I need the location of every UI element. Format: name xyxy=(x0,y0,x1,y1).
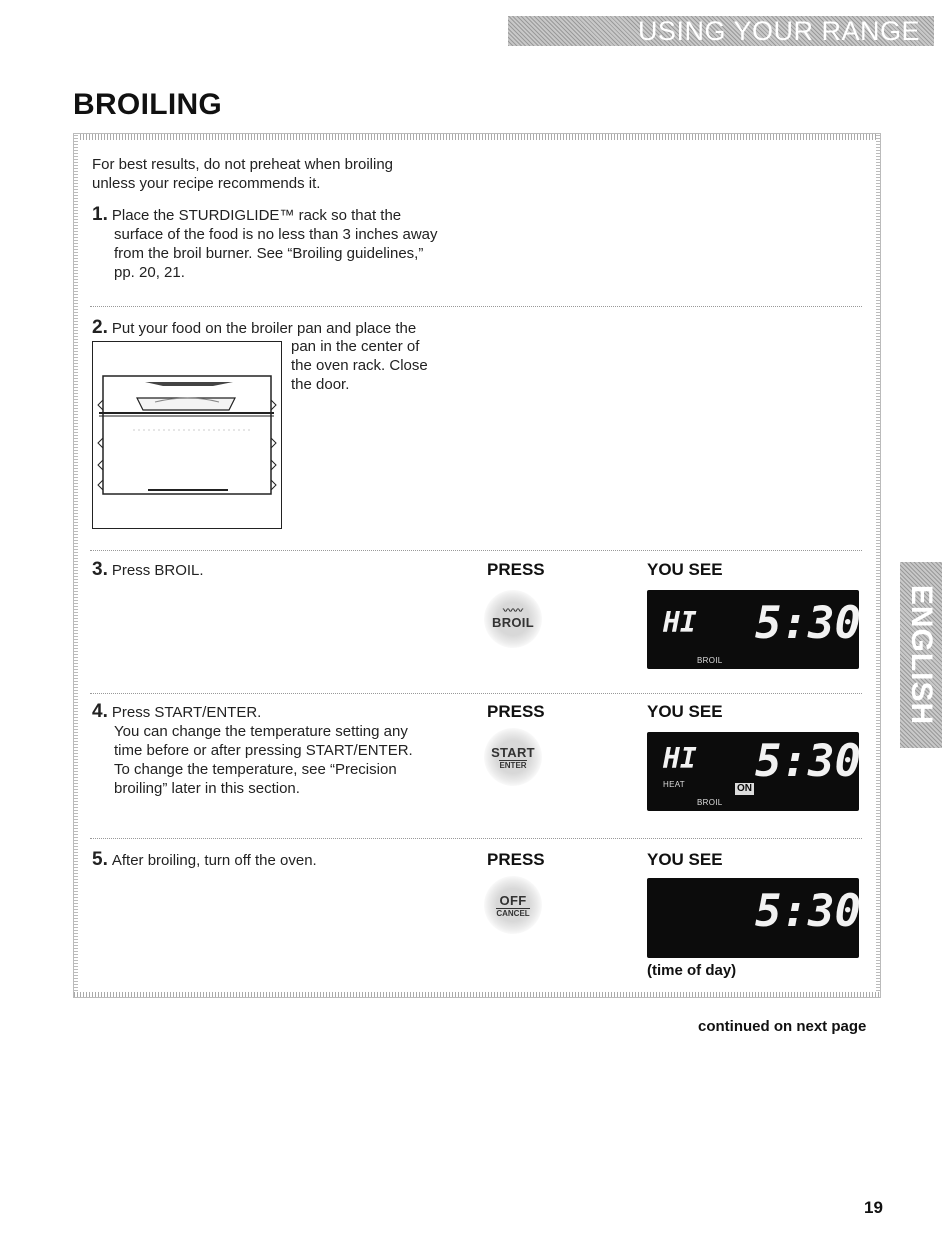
step-number: 1. xyxy=(92,204,108,225)
on-indicator: ON xyxy=(737,783,752,794)
divider xyxy=(90,550,862,552)
display-step-3 xyxy=(647,590,859,669)
off-cancel-key[interactable]: OFF CANCEL xyxy=(484,876,542,934)
oven-illustration xyxy=(92,341,282,529)
start-enter-key[interactable]: START ENTER xyxy=(484,728,542,786)
press-heading: PRESS xyxy=(487,560,545,579)
display-time: 5:30 xyxy=(755,736,861,787)
side-language-text: ENGLISH xyxy=(905,584,939,726)
press-heading: PRESS xyxy=(487,850,545,869)
time-of-day-caption: (time of day) xyxy=(647,962,737,979)
display-time: 5:30 xyxy=(755,886,861,937)
divider xyxy=(90,693,862,695)
page-number: 19 xyxy=(864,1198,883,1217)
intro-text: For best results, do not preheat when broiling unless your recipe recommends it. xyxy=(92,156,394,192)
broil-indicator: BROIL xyxy=(697,656,723,665)
step-2-continuation: pan in the center of the oven rack. Close the door. xyxy=(291,338,428,393)
you-see-heading: YOU SEE xyxy=(647,702,723,721)
you-see-heading: YOU SEE xyxy=(647,850,723,869)
step-number: 3. xyxy=(92,559,108,580)
page-title: BROILING xyxy=(73,88,223,121)
step-number: 4. xyxy=(92,701,108,722)
step-number: 2. xyxy=(92,317,108,338)
side-language-tab xyxy=(900,562,942,748)
section-banner-text: USING YOUR RANGE xyxy=(637,15,920,46)
step-number: 5. xyxy=(92,849,108,870)
step-2: 2. Put your food on the broiler pan and place the xyxy=(92,317,417,338)
divider xyxy=(90,838,862,840)
press-heading: PRESS xyxy=(487,702,545,721)
display-time: 5:30 xyxy=(755,598,861,649)
display-step-4 xyxy=(647,732,859,811)
step-1: 1. Place the STURDIGLIDE™ rack so that the surface of the food is no less than 3 inches away from the broil burner. See “Broiling guidelines,” pp. 20, 21. xyxy=(92,204,438,281)
broil-key[interactable]: 〰〰 BROIL xyxy=(484,590,542,648)
display-hi: HI xyxy=(663,742,697,775)
divider xyxy=(90,306,862,308)
broil-indicator: BROIL xyxy=(697,798,723,807)
continued-note: continued on next page xyxy=(698,1018,867,1035)
display-step-5 xyxy=(647,878,859,958)
you-see-heading: YOU SEE xyxy=(647,560,723,579)
heat-indicator: HEAT xyxy=(663,780,685,789)
broil-wave-icon: 〰〰 xyxy=(503,605,523,617)
display-hi: HI xyxy=(663,606,697,639)
oven-rack-pan-icon xyxy=(93,342,280,527)
step-4: 4. Press START/ENTER. You can change the temperature setting any time before or after pressing START/ENTER. To change the temperature, see “Precision broiling” later in this section. xyxy=(92,701,413,797)
step-5: 5. After broiling, turn off the oven. xyxy=(92,849,317,870)
section-banner xyxy=(508,16,934,46)
step-3: 3. Press BROIL. xyxy=(92,559,204,580)
